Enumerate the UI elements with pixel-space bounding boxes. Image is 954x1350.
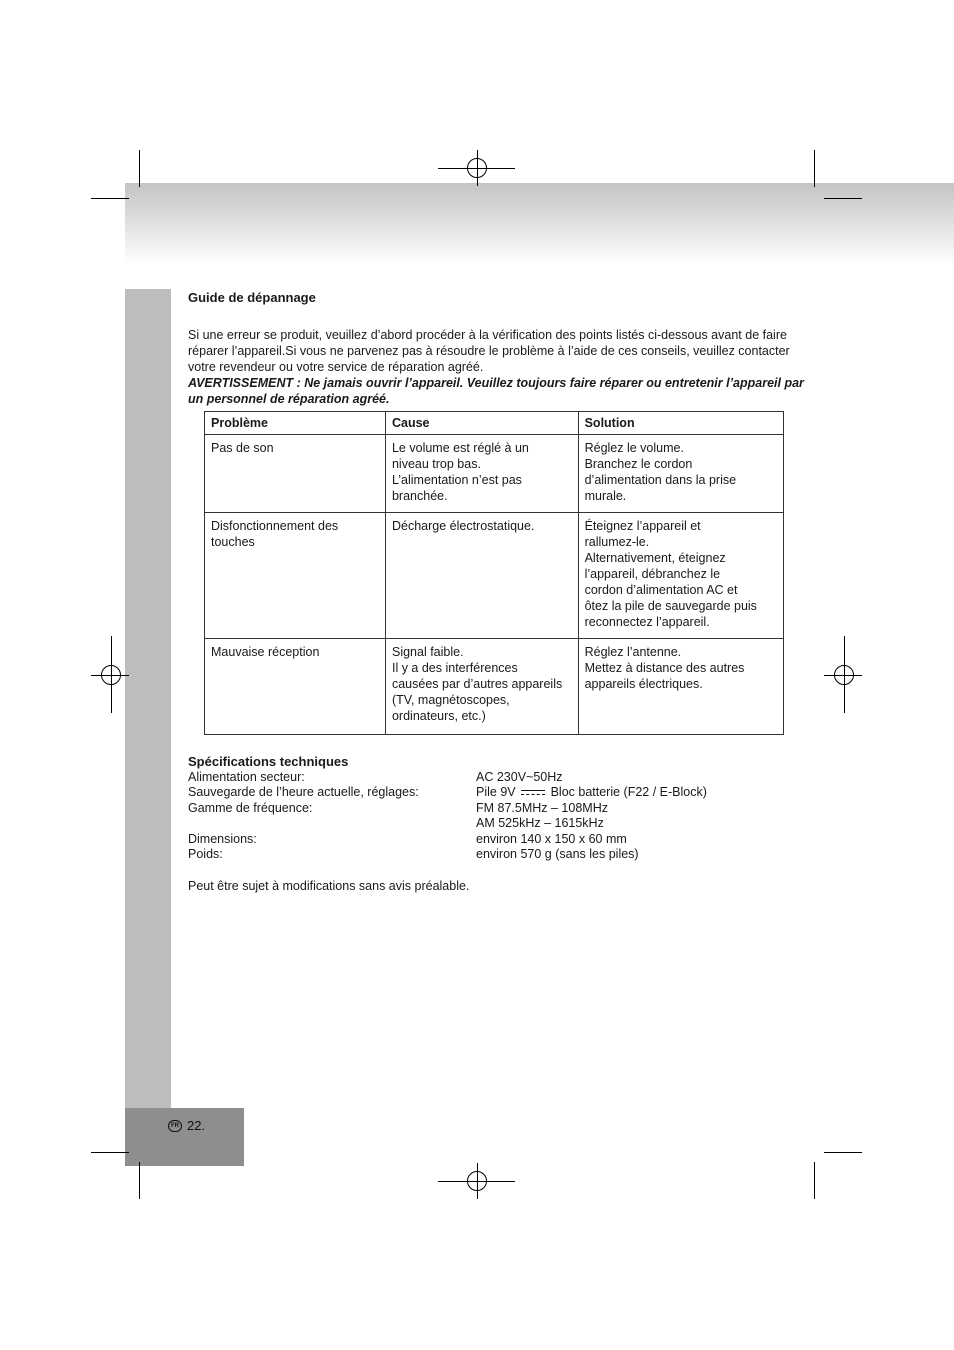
cell-line: branchée. xyxy=(391,489,448,503)
crop-mark xyxy=(824,1152,862,1153)
cell-cause xyxy=(385,435,578,513)
cell-solution xyxy=(578,639,783,735)
registration-mark-line xyxy=(477,150,478,186)
header-band xyxy=(125,183,954,265)
cell-line: Branchez le cordon xyxy=(584,457,693,471)
spec-row-frequency-am xyxy=(188,816,808,832)
spec-label-empty xyxy=(188,816,476,832)
cell-cause xyxy=(385,639,578,735)
page-number xyxy=(168,1118,205,1133)
cell-line: l’appareil, débranchez le xyxy=(584,567,721,581)
header-problem: Problème xyxy=(205,412,386,435)
cell-line: Éteignez l’appareil et xyxy=(584,519,701,533)
specifications-section xyxy=(188,754,808,894)
cell-line: d’alimentation dans la prise xyxy=(584,473,737,487)
crop-mark xyxy=(91,1152,129,1153)
crop-mark xyxy=(814,150,815,187)
intro-paragraph: Si une erreur se produit, veuillez d’abord procéder à la vérification des points listés ci-dessous avant de faire réparer l’appareil.Si vous ne parvenez pas à résoudre le problème à l’aide de ces conseils, veuillez contacter votre revendeur ou votre service de réparation agréé. xyxy=(188,328,790,374)
registration-mark-line xyxy=(477,1163,478,1199)
registration-mark-line xyxy=(844,636,845,713)
cell-line: niveau trop bas. xyxy=(391,457,481,471)
registration-mark-line xyxy=(824,675,862,676)
spec-row-weight xyxy=(188,847,808,863)
table-row xyxy=(205,435,784,513)
spec-label: Dimensions: xyxy=(188,831,257,846)
cell-line: cordon d’alimentation AC et xyxy=(584,583,738,597)
cell-problem xyxy=(205,639,386,735)
cell-line: Décharge électrostatique. xyxy=(391,519,535,533)
dc-symbol-icon xyxy=(521,789,545,797)
cell-line: Mauvaise réception xyxy=(211,645,320,659)
cell-line: touches xyxy=(211,535,255,549)
section-title: Spécifications techniques xyxy=(188,754,349,769)
cell-line: Le volume est réglé à un xyxy=(391,441,529,455)
crop-mark xyxy=(814,1162,815,1199)
cell-line: reconnectez l’appareil. xyxy=(584,615,710,629)
page-number-text: 22. xyxy=(187,1118,206,1133)
cell-line: Il y a des interférences xyxy=(391,661,518,675)
cell-problem xyxy=(205,513,386,639)
cell-problem xyxy=(205,435,386,513)
cell-cause xyxy=(385,513,578,639)
cell-line: Disfonctionnement des xyxy=(211,519,339,533)
spec-row-backup xyxy=(188,785,808,801)
page-number-box xyxy=(125,1108,244,1166)
spec-label: Gamme de fréquence: xyxy=(188,800,313,815)
spec-row-frequency xyxy=(188,801,808,817)
troubleshooting-table xyxy=(204,411,784,735)
side-strip xyxy=(125,289,171,1110)
cell-line: Réglez l’antenne. xyxy=(584,645,682,659)
crop-mark xyxy=(139,1162,140,1199)
spec-value-part: Pile 9V xyxy=(476,785,516,799)
crop-mark xyxy=(139,150,140,187)
spec-value: AC 230V~50Hz xyxy=(476,769,563,784)
header-cause: Cause xyxy=(385,412,578,435)
cell-solution xyxy=(578,435,783,513)
table-row xyxy=(205,639,784,735)
warning-paragraph: AVERTISSEMENT : Ne jamais ouvrir l’appareil. Veuillez toujours faire réparer ou entretenir l’appareil par un personnel de réparation agréé. xyxy=(188,376,804,406)
spec-label: Alimentation secteur: xyxy=(188,769,305,784)
cell-line: Signal faible. xyxy=(391,645,464,659)
cell-line: murale. xyxy=(584,489,627,503)
table-header-row xyxy=(205,412,784,435)
spec-row-power xyxy=(188,770,808,786)
language-badge-icon: FR xyxy=(168,1120,182,1132)
spec-value: AM 525kHz – 1615kHz xyxy=(476,816,604,830)
cell-line: Pas de son xyxy=(211,441,274,455)
cell-line: causées par d’autres appareils xyxy=(391,677,563,691)
crop-mark xyxy=(91,198,129,199)
cell-solution xyxy=(578,513,783,639)
footer-note: Peut être sujet à modifications sans avis préalable. xyxy=(188,878,470,893)
cell-line: ôtez la pile de sauvegarde puis xyxy=(584,599,757,613)
cell-line: Mettez à distance des autres xyxy=(584,661,745,675)
spec-value-part: Bloc batterie (F22 / E-Block) xyxy=(550,785,707,799)
spec-value: environ 140 x 150 x 60 mm xyxy=(476,831,627,846)
header-solution: Solution xyxy=(578,412,783,435)
troubleshooting-section xyxy=(188,290,808,407)
spec-value xyxy=(476,785,707,801)
cell-line: ordinateurs, etc.) xyxy=(391,709,486,723)
cell-line: rallumez-le. xyxy=(584,535,650,549)
registration-mark-line xyxy=(91,675,129,676)
spec-label: Poids: xyxy=(188,847,223,861)
cell-line: Réglez le volume. xyxy=(584,441,684,455)
cell-line: Alternativement, éteignez xyxy=(584,551,726,565)
table-row xyxy=(205,513,784,639)
section-title: Guide de dépannage xyxy=(188,290,316,305)
registration-mark-line xyxy=(111,636,112,713)
spec-row-dimensions xyxy=(188,832,808,848)
cell-line: L’alimentation n’est pas xyxy=(391,473,522,487)
spec-value: environ 570 g (sans les piles) xyxy=(476,847,639,861)
cell-line: appareils électriques. xyxy=(584,677,703,691)
crop-mark xyxy=(824,198,862,199)
spec-value: FM 87.5MHz – 108MHz xyxy=(476,800,608,815)
cell-line: (TV, magnétoscopes, xyxy=(391,693,510,707)
spec-label: Sauvegarde de l’heure actuelle, réglages: xyxy=(188,785,419,799)
